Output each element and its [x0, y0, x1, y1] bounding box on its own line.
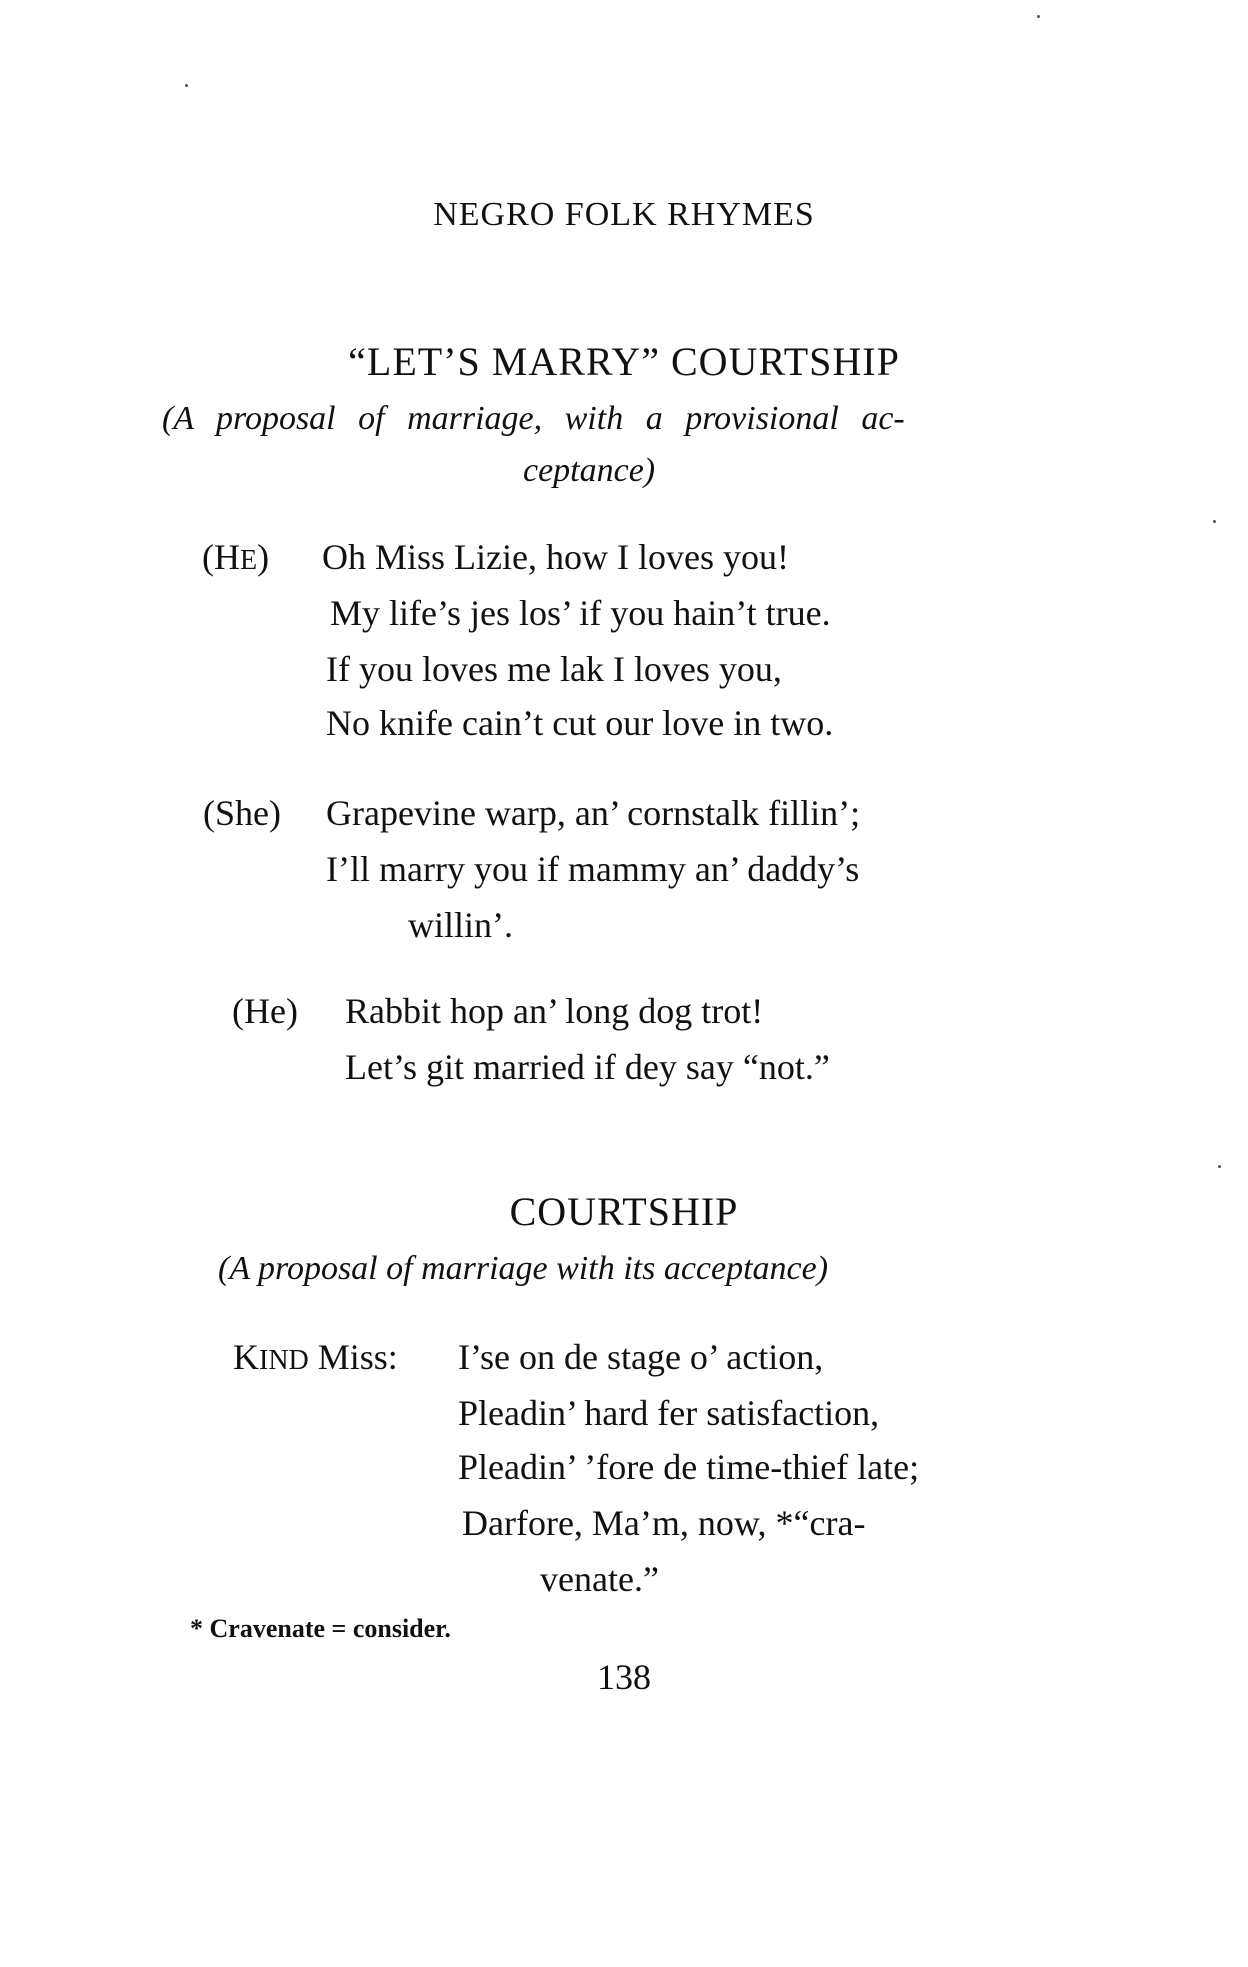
verse-line: No knife cain’t cut our love in two. — [326, 703, 834, 743]
verse-line: I’ll marry you if mammy an’ daddy’s — [326, 849, 860, 889]
speaker-label: (HE) — [202, 537, 270, 577]
section-subtitle: (A proposal of marriage with its acceptance) — [218, 1250, 829, 1287]
verse-line: Pleadin’ ’fore de time-thief late; — [458, 1447, 920, 1487]
section-subtitle-cont: ceptance) — [523, 452, 656, 489]
verse-line: My life’s jes los’ if you hain’t true. — [330, 593, 831, 633]
scan-speck — [1037, 15, 1040, 18]
footnote: * Cravenate = consider. — [190, 1614, 451, 1643]
section-title: “LET’S MARRY” COURTSHIP — [348, 339, 900, 384]
verse-line: Let’s git married if dey say “not.” — [345, 1047, 830, 1087]
scan-speck — [1218, 1165, 1221, 1168]
verse-line: Rabbit hop an’ long dog trot! — [345, 991, 764, 1031]
verse-line: Grapevine warp, an’ cornstalk fillin’; — [326, 793, 861, 833]
section-title: COURTSHIP — [509, 1189, 739, 1234]
speaker-label: KIND Miss: — [233, 1337, 398, 1377]
section-subtitle: (A proposal of marriage, with a provisional ac- — [162, 400, 905, 437]
verse-line: If you loves me lak I loves you, — [326, 649, 782, 689]
speaker-label: (He) — [232, 991, 298, 1031]
verse-line: Pleadin’ hard fer satisfaction, — [458, 1393, 880, 1433]
verse-line: venate.” — [540, 1559, 659, 1599]
scan-speck — [185, 84, 188, 87]
running-head: NEGRO FOLK RHYMES — [433, 196, 815, 233]
page-number: 138 — [597, 1657, 651, 1697]
scan-speck — [1213, 520, 1216, 523]
verse-line: Oh Miss Lizie, how I loves you! — [322, 537, 789, 577]
verse-line: willin’. — [408, 905, 513, 945]
speaker-label: (She) — [203, 793, 281, 833]
verse-line: Darfore, Ma’m, now, *“cra- — [462, 1503, 866, 1543]
verse-line: I’se on de stage o’ action, — [458, 1337, 824, 1377]
